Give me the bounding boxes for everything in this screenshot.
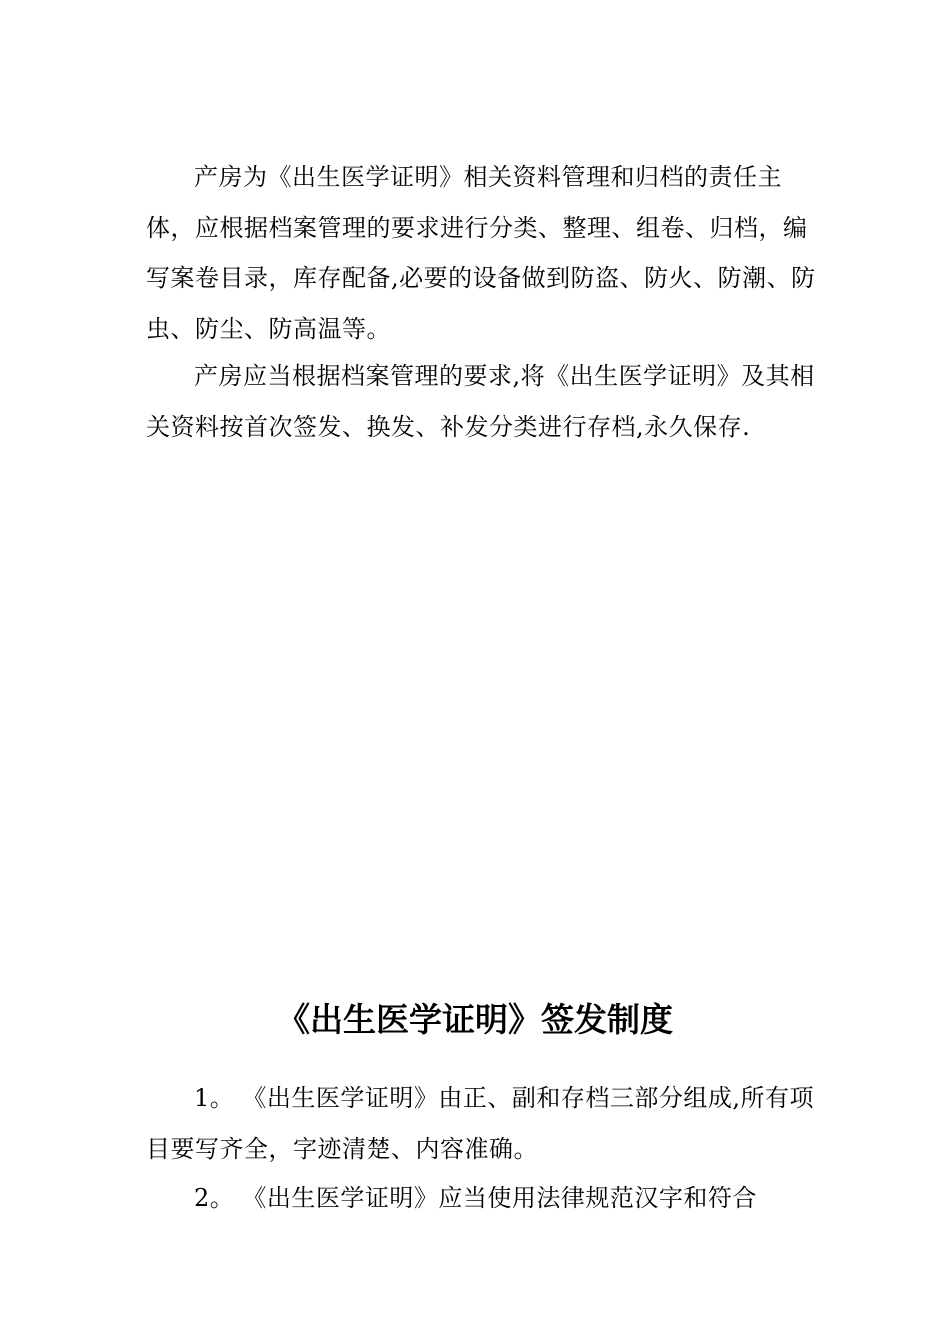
rule-item-1: 1。 《出生医学证明》由正、副和存档三部分组成,所有项目要写齐全，字迹清楚、内容准确。 — [146, 1084, 815, 1163]
section-title: 《出生医学证明》签发制度 — [277, 1000, 673, 1039]
rule-item-2: 2。 《出生医学证明》应当使用法律规范汉字和符合 — [194, 1184, 757, 1212]
archive-responsibility-paragraph: 产房为《出生医学证明》相关资料管理和归档的责任主体，应根据档案管理的要求进行分类、整理、组卷、归档，编写案卷目录，库存配备,必要的设备做到防盗、防火、防潮、防虫、防尘、防高温等。 — [146, 163, 816, 343]
archive-storage-paragraph: 产房应当根据档案管理的要求,将《出生医学证明》及其相关资料按首次签发、换发、补发分类进行存档,永久保存. — [146, 362, 815, 441]
